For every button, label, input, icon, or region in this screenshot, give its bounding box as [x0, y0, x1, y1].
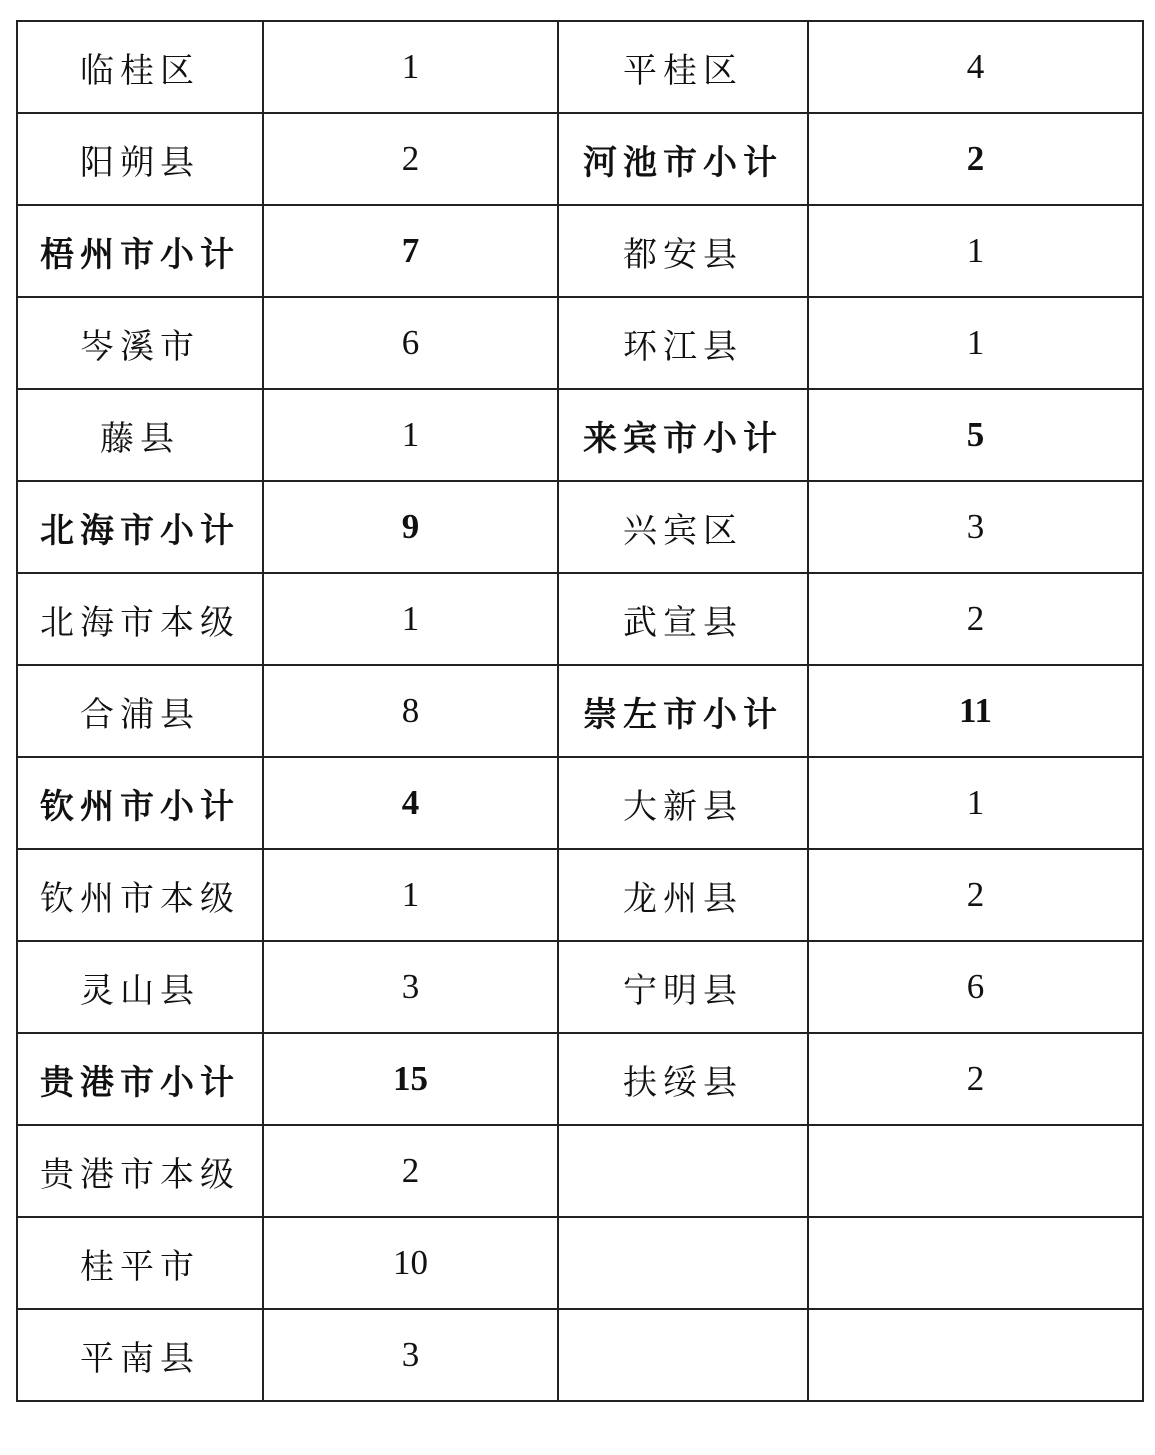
region-name-cell: 大新县: [558, 757, 808, 849]
region-name-cell: 贵港市小计: [17, 1033, 263, 1125]
table-row: [17, 205, 1143, 297]
count-cell: 4: [808, 21, 1143, 113]
table-row: [17, 1125, 1143, 1217]
table-row: [17, 481, 1143, 573]
table-row: [17, 757, 1143, 849]
region-name-cell: 钦州市小计: [17, 757, 263, 849]
region-name-cell: 龙州县: [558, 849, 808, 941]
count-cell: 1: [808, 757, 1143, 849]
count-cell: 1: [263, 849, 558, 941]
data-table-container: [16, 20, 1142, 1402]
count-cell: 3: [263, 1309, 558, 1401]
table-row: [17, 113, 1143, 205]
count-cell: 11: [808, 665, 1143, 757]
region-name-cell: 梧州市小计: [17, 205, 263, 297]
region-name-cell: 灵山县: [17, 941, 263, 1033]
count-cell: [808, 1309, 1143, 1401]
region-name-cell: [558, 1309, 808, 1401]
count-cell: [808, 1217, 1143, 1309]
region-name-cell: 兴宾区: [558, 481, 808, 573]
count-cell: 5: [808, 389, 1143, 481]
count-cell: 3: [263, 941, 558, 1033]
count-cell: 2: [808, 113, 1143, 205]
table-row: [17, 941, 1143, 1033]
region-name-cell: 平南县: [17, 1309, 263, 1401]
count-cell: 10: [263, 1217, 558, 1309]
region-name-cell: 临桂区: [17, 21, 263, 113]
count-cell: 1: [263, 21, 558, 113]
region-name-cell: 扶绥县: [558, 1033, 808, 1125]
count-cell: 8: [263, 665, 558, 757]
region-name-cell: 钦州市本级: [17, 849, 263, 941]
count-cell: [808, 1125, 1143, 1217]
count-cell: 7: [263, 205, 558, 297]
count-cell: 1: [263, 573, 558, 665]
region-name-cell: 阳朔县: [17, 113, 263, 205]
region-name-cell: 合浦县: [17, 665, 263, 757]
region-name-cell: 都安县: [558, 205, 808, 297]
table-row: [17, 1309, 1143, 1401]
count-cell: 1: [808, 297, 1143, 389]
count-cell: 3: [808, 481, 1143, 573]
table-row: [17, 297, 1143, 389]
region-name-cell: 来宾市小计: [558, 389, 808, 481]
count-cell: 2: [263, 1125, 558, 1217]
count-cell: 9: [263, 481, 558, 573]
region-name-cell: 环江县: [558, 297, 808, 389]
region-name-cell: 桂平市: [17, 1217, 263, 1309]
table-row: [17, 849, 1143, 941]
count-cell: 4: [263, 757, 558, 849]
table-row: [17, 665, 1143, 757]
table-row: [17, 21, 1143, 113]
region-name-cell: 河池市小计: [558, 113, 808, 205]
region-name-cell: 武宣县: [558, 573, 808, 665]
count-cell: 1: [263, 389, 558, 481]
region-name-cell: 北海市小计: [17, 481, 263, 573]
table-row: [17, 1217, 1143, 1309]
table-row: [17, 1033, 1143, 1125]
region-name-cell: 北海市本级: [17, 573, 263, 665]
region-name-cell: [558, 1217, 808, 1309]
count-cell: 15: [263, 1033, 558, 1125]
count-cell: 2: [263, 113, 558, 205]
region-name-cell: 贵港市本级: [17, 1125, 263, 1217]
table-row: [17, 389, 1143, 481]
region-name-cell: 宁明县: [558, 941, 808, 1033]
count-cell: 2: [808, 1033, 1143, 1125]
table-row: [17, 573, 1143, 665]
region-name-cell: [558, 1125, 808, 1217]
region-name-cell: 平桂区: [558, 21, 808, 113]
region-name-cell: 岑溪市: [17, 297, 263, 389]
count-cell: 6: [808, 941, 1143, 1033]
data-table: [16, 20, 1144, 1402]
table-body: [17, 21, 1143, 1401]
count-cell: 2: [808, 573, 1143, 665]
count-cell: 2: [808, 849, 1143, 941]
region-name-cell: 崇左市小计: [558, 665, 808, 757]
region-name-cell: 藤县: [17, 389, 263, 481]
count-cell: 1: [808, 205, 1143, 297]
count-cell: 6: [263, 297, 558, 389]
